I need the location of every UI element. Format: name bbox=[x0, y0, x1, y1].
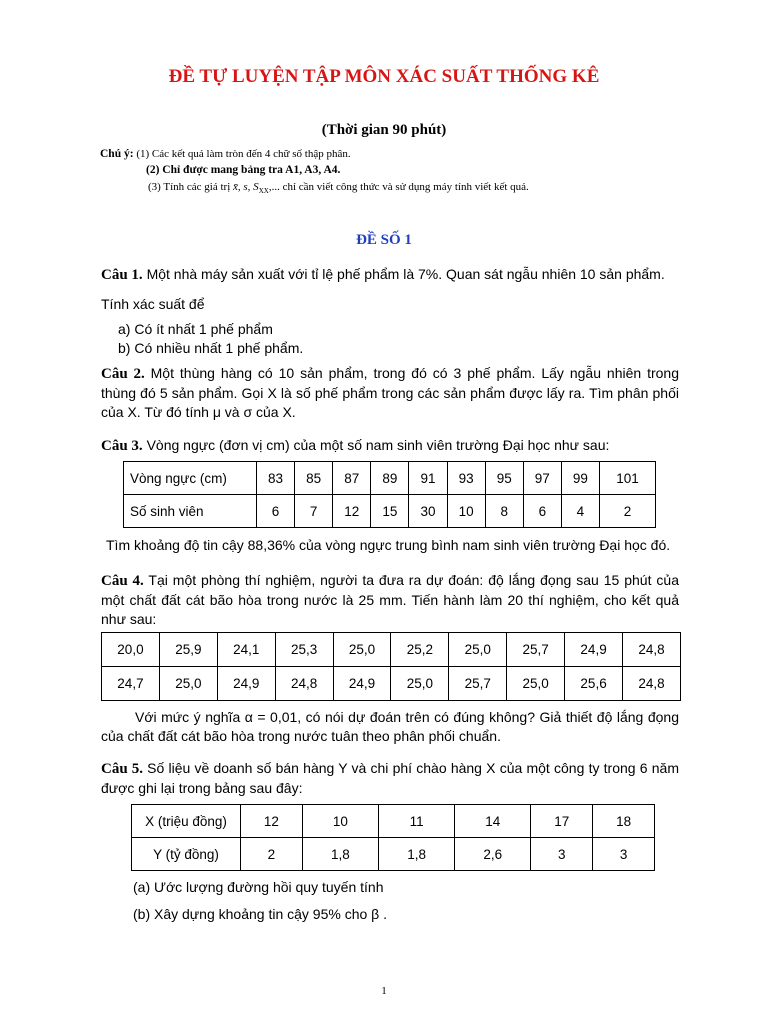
q2-body: Một thùng hàng có 10 sản phẩm, trong đó có 3 phế phẩm. Lấy ngẫu nhiên trong thùng đó 5 sản phẩm. Gọi X là số phế phẩm trong các sản phẩm được lấy ra. Tìm phân phối của X. Từ đó tính μ và σ của X. bbox=[101, 365, 679, 420]
q3-cell: 101 bbox=[599, 462, 655, 495]
note-label: Chú ý: bbox=[100, 148, 134, 160]
q4-table-row-1 bbox=[102, 633, 681, 667]
q4-cell: 25,0 bbox=[159, 667, 217, 701]
page-number: 1 bbox=[381, 985, 387, 997]
note-3-text-a: (3) Tính các giá trị bbox=[148, 181, 234, 193]
q5-cell: 10 bbox=[302, 805, 378, 838]
q5-label: Câu 5. bbox=[101, 761, 143, 777]
q3-cell: 30 bbox=[409, 495, 447, 528]
q4-cell: 24,7 bbox=[102, 667, 160, 701]
q3-table-row-2 bbox=[124, 495, 656, 528]
q3-after: Tìm khoảng độ tin cậy 88,36% của vòng ngực trung bình nam sinh viên trường Đại học đó. bbox=[106, 537, 671, 553]
q3-cell: 7 bbox=[295, 495, 333, 528]
q2-label: Câu 2. bbox=[101, 366, 145, 382]
q3-cell: 97 bbox=[523, 462, 561, 495]
q4-cell: 24,9 bbox=[565, 633, 623, 667]
q3-cell: 10 bbox=[447, 495, 485, 528]
q5-cell: 3 bbox=[593, 838, 655, 871]
q5-table bbox=[131, 804, 655, 871]
q4-cell: 24,8 bbox=[623, 667, 681, 701]
q4-cell: 25,2 bbox=[391, 633, 449, 667]
q4-cell: 25,9 bbox=[159, 633, 217, 667]
q3-text bbox=[101, 436, 681, 456]
q5-table-row-1 bbox=[132, 805, 655, 838]
q5-row2-label: Y (tỷ đồng) bbox=[132, 838, 241, 871]
q5-cell: 11 bbox=[378, 805, 454, 838]
q5-cell: 14 bbox=[455, 805, 531, 838]
q5-table-row-2 bbox=[132, 838, 655, 871]
q4-label: Câu 4. bbox=[101, 573, 144, 589]
q5-cell: 12 bbox=[241, 805, 303, 838]
q5-cell: 2,6 bbox=[455, 838, 531, 871]
q3-row1-label: Vòng ngực (cm) bbox=[124, 462, 257, 495]
q3-cell: 6 bbox=[523, 495, 561, 528]
q3-cell: 89 bbox=[371, 462, 409, 495]
document-title: ĐỀ TỰ LUYỆN TẬP MÔN XÁC SUẤT THỐNG KÊ bbox=[168, 66, 600, 87]
q4-cell: 24,8 bbox=[623, 633, 681, 667]
q4-cell: 25,0 bbox=[391, 667, 449, 701]
q4-cell: 25,0 bbox=[507, 667, 565, 701]
q3-body: Vòng ngực (đơn vị cm) của một số nam sinh viên trường Đại học như sau: bbox=[142, 437, 610, 453]
q4-cell: 25,0 bbox=[449, 633, 507, 667]
q3-cell: 8 bbox=[485, 495, 523, 528]
q3-cell: 83 bbox=[257, 462, 295, 495]
q3-cell: 91 bbox=[409, 462, 447, 495]
q1-item-a: a) Có ít nhất 1 phế phẩm bbox=[118, 321, 273, 337]
note-3-symbols: x̄, s, S bbox=[233, 181, 259, 193]
q3-cell: 6 bbox=[257, 495, 295, 528]
q3-table bbox=[123, 461, 656, 528]
q3-table-row-1 bbox=[124, 462, 656, 495]
q3-cell: 12 bbox=[333, 495, 371, 528]
note-line-1 bbox=[100, 148, 351, 160]
q2-text bbox=[101, 364, 679, 422]
q3-cell: 15 bbox=[371, 495, 409, 528]
q5-item-a: (a) Ước lượng đường hồi quy tuyến tính bbox=[133, 879, 384, 895]
q5-row1-label: X (triệu đồng) bbox=[132, 805, 241, 838]
exam-duration: (Thời gian 90 phút) bbox=[321, 122, 447, 138]
q5-cell: 17 bbox=[531, 805, 593, 838]
q4-table bbox=[101, 632, 681, 701]
note-3-subscript: XX bbox=[258, 187, 269, 196]
q5-cell: 1,8 bbox=[302, 838, 378, 871]
q3-cell: 85 bbox=[295, 462, 333, 495]
q5-cell: 3 bbox=[531, 838, 593, 871]
note-3-text-b: ,... chỉ cần viết công thức và sử dụng máy tính viết kết quả. bbox=[268, 181, 529, 193]
q5-item-b: (b) Xây dựng khoảng tin cậy 95% cho β . bbox=[133, 906, 388, 922]
q4-cell: 25,3 bbox=[275, 633, 333, 667]
q3-cell: 87 bbox=[333, 462, 371, 495]
q3-cell: 2 bbox=[599, 495, 655, 528]
q1-body: Một nhà máy sản xuất với tỉ lệ phế phẩm là 7%. Quan sát ngẫu nhiên 10 sản phẩm. bbox=[142, 266, 665, 282]
q4-cell: 24,9 bbox=[217, 667, 275, 701]
q5-body: Số liệu về doanh số bán hàng Y và chi phí chào hàng X của một công ty trong 6 năm được ghi lại trong bảng sau đây: bbox=[101, 760, 679, 796]
q5-cell: 1,8 bbox=[378, 838, 454, 871]
q4-cell: 24,8 bbox=[275, 667, 333, 701]
q1-label: Câu 1. bbox=[101, 267, 143, 283]
q4-cell: 25,7 bbox=[449, 667, 507, 701]
q3-cell: 4 bbox=[561, 495, 599, 528]
q5-text bbox=[101, 759, 679, 798]
q3-cell: 95 bbox=[485, 462, 523, 495]
q3-cell: 93 bbox=[447, 462, 485, 495]
q1-item-b: b) Có nhiều nhất 1 phế phẩm. bbox=[118, 340, 304, 356]
q5-cell: 2 bbox=[241, 838, 303, 871]
note-1-text: (1) Các kết quả làm tròn đến 4 chữ số thập phân. bbox=[136, 148, 351, 160]
note-line-2 bbox=[146, 164, 340, 176]
q3-label: Câu 3. bbox=[101, 438, 143, 454]
q4-cell: 24,9 bbox=[333, 667, 391, 701]
q4-table-row-2 bbox=[102, 667, 681, 701]
q1-text bbox=[101, 265, 681, 285]
q4-body: Tại một phòng thí nghiệm, người ta đưa ra dự đoán: độ lắng đọng sau 15 phút của một chất đất cát bão hòa trong nước là 25 mm. Tiến hành làm 20 thí nghiệm, cho kết quả như sau: bbox=[101, 572, 679, 627]
section-heading: ĐỀ SỐ 1 bbox=[356, 232, 412, 248]
note-line-3 bbox=[148, 181, 529, 195]
q4-cell: 24,1 bbox=[217, 633, 275, 667]
note-2-text: (2) Chỉ được mang bảng tra A1, A3, A4. bbox=[146, 164, 341, 176]
q4-cell: 25,7 bbox=[507, 633, 565, 667]
q1-line2: Tính xác suất để bbox=[101, 296, 205, 312]
q4-cell: 20,0 bbox=[102, 633, 160, 667]
q4-cell: 25,6 bbox=[565, 667, 623, 701]
q4-text bbox=[101, 571, 679, 629]
q4-cell: 25,0 bbox=[333, 633, 391, 667]
q5-cell: 18 bbox=[593, 805, 655, 838]
q4-after: Với mức ý nghĩa α = 0,01, có nói dự đoán trên có đúng không? Giả thiết độ lắng đọng của chất đất cát bão hòa trong nước tuân theo phân phối chuẩn. bbox=[101, 709, 679, 744]
q3-row2-label: Số sinh viên bbox=[124, 495, 257, 528]
q3-cell: 99 bbox=[561, 462, 599, 495]
